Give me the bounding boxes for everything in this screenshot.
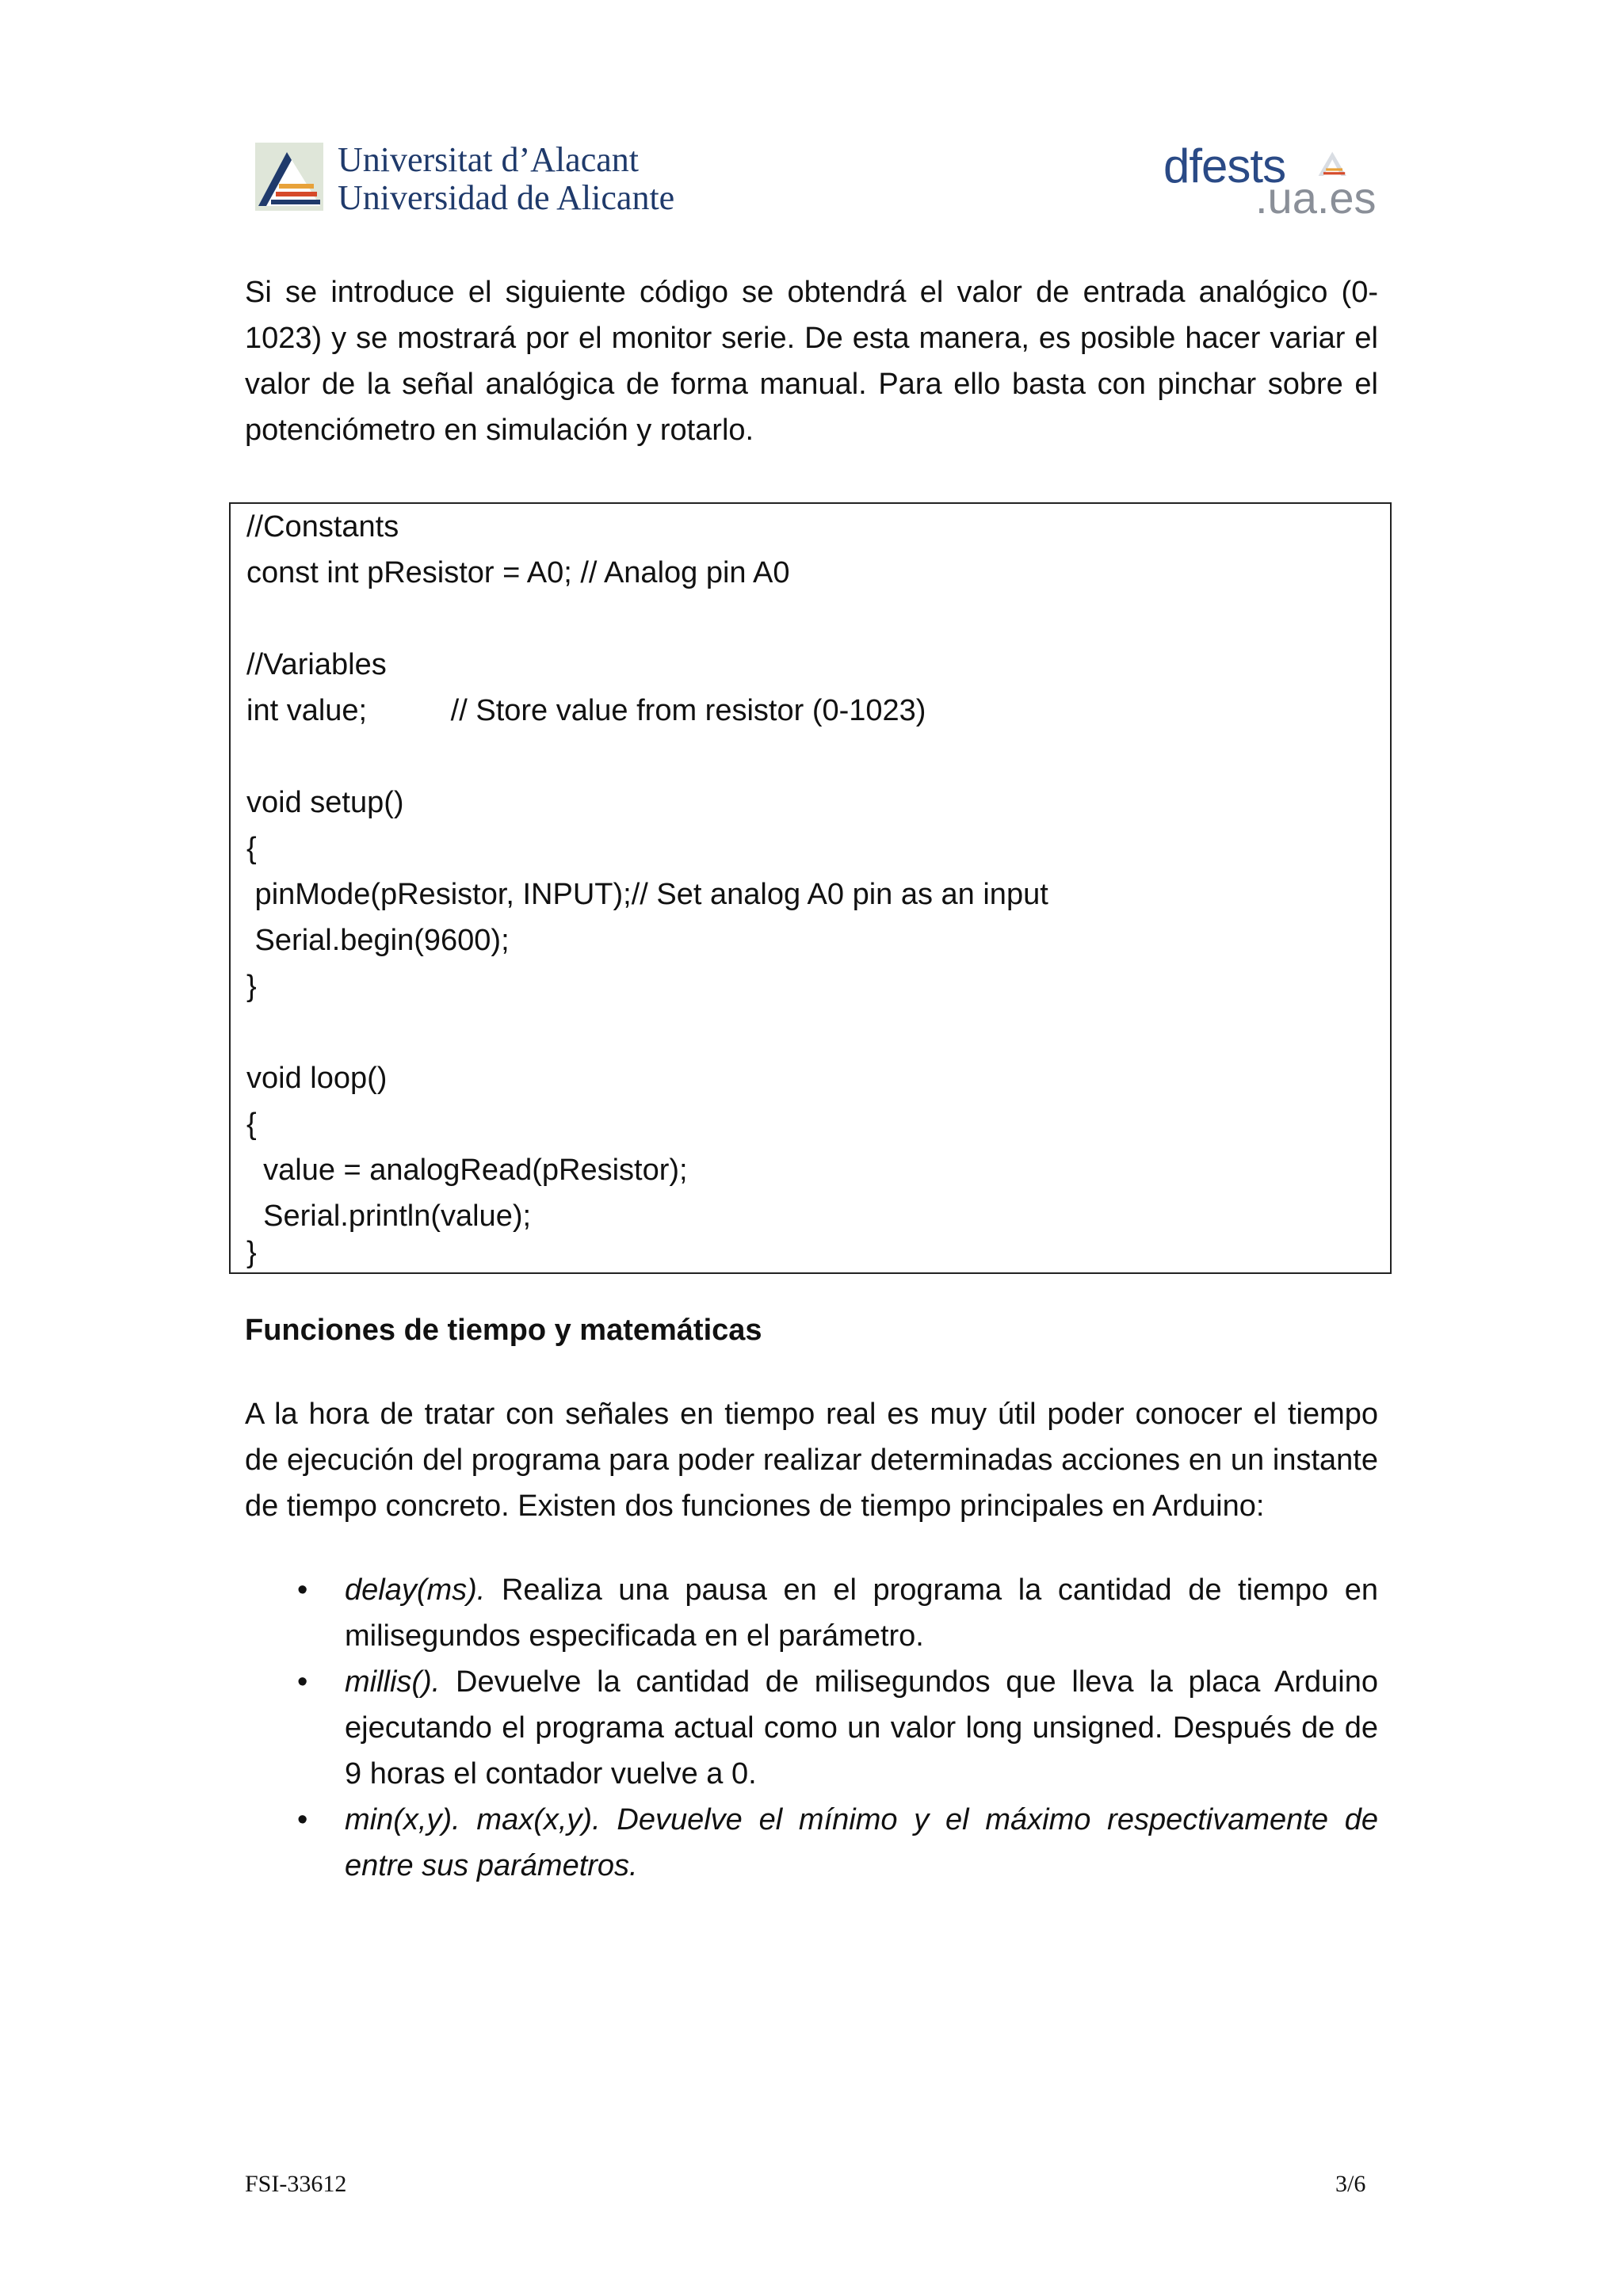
code-line: { [246,1108,257,1141]
list-item [245,1659,1378,1797]
function-term: delay(ms). [345,1573,486,1607]
code-line: { [246,832,257,865]
intro-paragraph: Si se introduce el siguiente código se obtendrá el valor de entrada analógico (0-1023) y se mostrará por el monitor serie. De esta manera, es posible hacer variar el valor de la señal analógica de forma manual. Para ello basta con pinchar sobre el potenciómetro en simulación y rotarlo. [245,276,1378,447]
function-term: min(x,y). max(x,y). Devuelve el mínimo y el máximo respectivamente de entre sus parámetros. [345,1803,1378,1882]
function-term: millis(). [345,1665,441,1699]
university-name [338,141,674,217]
section-heading: Funciones de tiempo y matemáticas [245,1314,762,1347]
code-line: } [246,970,257,1003]
function-description: Realiza una pausa en el programa la cantidad de tiempo en milisegundos especificada en el parámetro. [345,1573,1378,1653]
university-emblem-icon [255,143,323,211]
department-logo-word: dfests [1163,139,1286,193]
function-list [245,1567,1378,1889]
code-line: //Constants [246,510,399,543]
code-line: int value; // Store value from resistor (0-1023) [246,694,926,727]
section-paragraph: A la hora de tratar con señales en tiempo real es muy útil poder conocer el tiempo de ejecución del programa para poder realizar determinadas acciones en un instante de tiempo concreto. Existen dos funciones de tiempo principales en Arduino: [245,1398,1378,1523]
list-item [245,1797,1378,1889]
function-description: Devuelve la cantidad de milisegundos que lleva la placa Arduino ejecutando el programa actual como un valor long unsigned. Después de de 9 horas el contador vuelve a 0. [345,1665,1378,1791]
department-logo [1162,139,1376,227]
footer-doc-code: FSI-33612 [245,2171,347,2197]
university-name-valencian: Universitat d’Alacant [338,140,639,179]
bullet-icon: • [297,1665,308,1699]
code-line: //Variables [246,648,387,681]
footer-page-number: 3/6 [1335,2171,1366,2197]
bullet-icon: • [297,1803,308,1836]
code-line: } [246,1236,257,1269]
code-line: void setup() [246,786,404,819]
code-line: pinMode(pResistor, INPUT);// Set analog A0 pin as an input [246,878,1048,911]
university-logo [255,140,675,217]
code-line: void loop() [246,1062,388,1095]
department-logo-domain: .ua.es [1255,173,1377,223]
list-item [245,1567,1378,1659]
code-line: Serial.begin(9600); [246,924,510,957]
university-name-spanish: Universidad de Alicante [338,178,675,217]
code-line: Serial.println(value); [246,1199,532,1233]
code-line: value = analogRead(pResistor); [246,1154,688,1187]
bullet-icon: • [297,1573,308,1607]
code-line: const int pResistor = A0; // Analog pin A0 [246,556,790,589]
code-listing [229,502,1392,1274]
